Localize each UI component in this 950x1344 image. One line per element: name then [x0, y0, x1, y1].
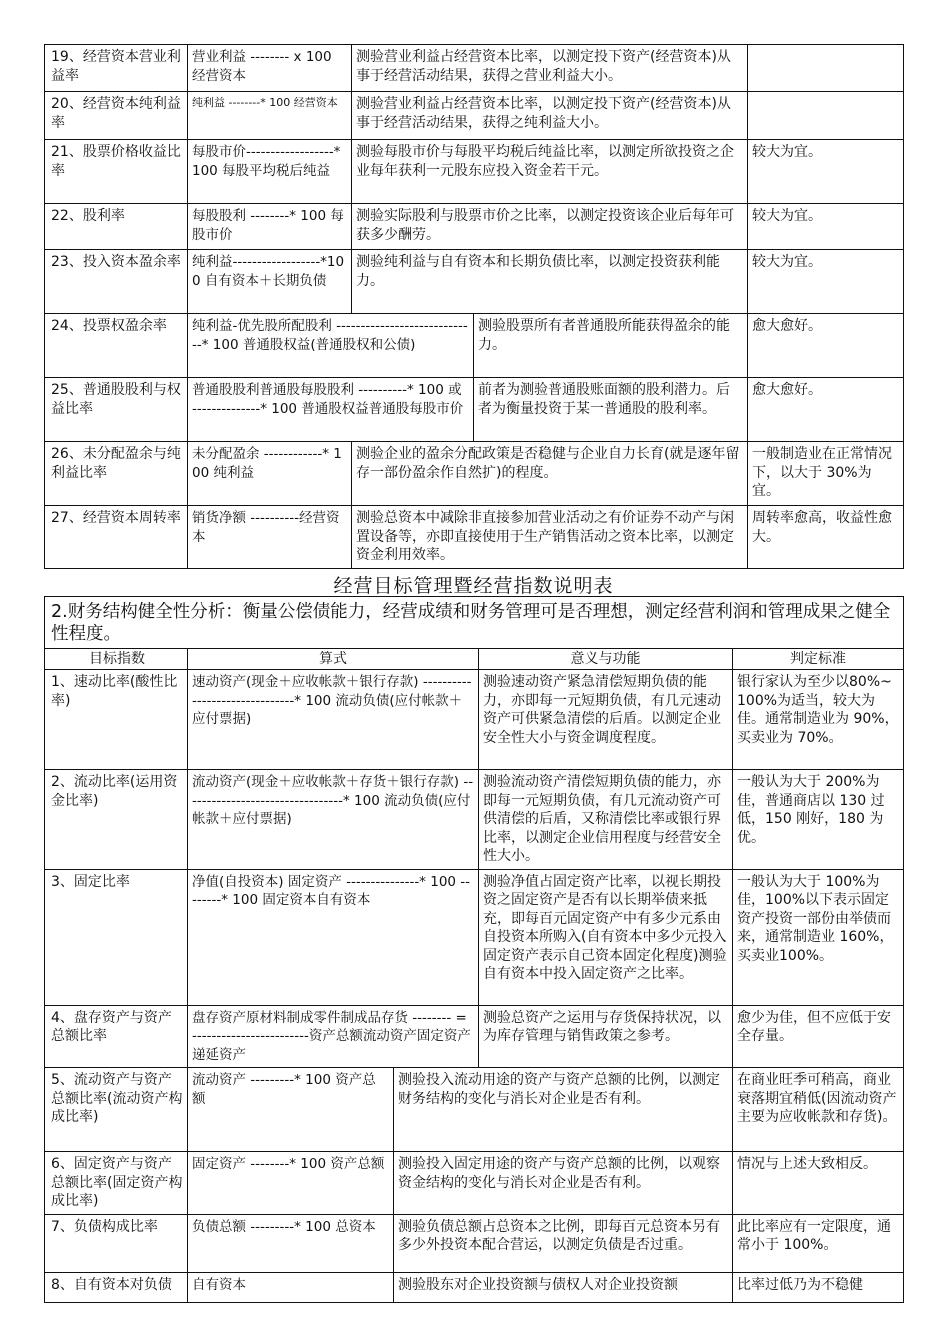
meaning: 测验实际股利与股票市价之比率，以测定投资该企业后每年可获多少酬劳。 — [352, 204, 748, 250]
index-name: 26、未分配盈余与纯利益比率 — [45, 442, 188, 506]
meaning: 测验企业的盈余分配政策是否稳健与企业自力长育(就是逐年留存一部份盈余作自然扩)的程度。 — [352, 442, 748, 506]
standard: 愈大愈好。 — [748, 314, 904, 378]
meaning: 测验投入固定用途的资产与资产总额的比例，以观察资金结构的变化与消长对企业是否有利。 — [394, 1152, 733, 1215]
table-row — [45, 1152, 904, 1215]
meaning: 前者为测验普通股账面额的股利潜力。后者为衡量投资于某一普通股的股利率。 — [474, 378, 748, 442]
formula: 纯利益------------------*100 自有资本＋长期负债 — [188, 250, 352, 314]
index-name: 22、股利率 — [45, 204, 188, 250]
standard: 在商业旺季可稍高，商业衰落期宜稍低(因流动资产主要为应收帐款和存货)。 — [733, 1068, 904, 1152]
meaning: 测验流动资产清偿短期负债的能力，亦即每一元短期负债，有几元流动资产可供清偿的后盾，又称清偿比率或银行界比率，以测定企业信用程度与经营安全性大小。 — [479, 770, 733, 870]
meaning: 测验纯利益与自有资本和长期负债比率，以测定投资获利能力。 — [352, 250, 748, 314]
standard: 较大为宜。 — [748, 204, 904, 250]
formula: 未分配盈余 ------------* 100 纯利益 — [188, 442, 352, 506]
formula: 负债总额 ---------* 100 总资本 — [188, 1214, 394, 1272]
standard: 较大为宜。 — [748, 140, 904, 204]
index-name: 20、经营资本纯利益率 — [45, 92, 188, 140]
index-name: 27、经营资本周转率 — [45, 506, 188, 569]
meaning: 测验股票所有者普通股所能获得盈余的能力。 — [474, 314, 748, 378]
formula: 盘存资产原材料制成零件制成品存货 -------- = ------------------------资产总额流动资产固定资产递延资产 — [188, 1005, 479, 1068]
standard: 此比率应有一定限度，通常小于 100%。 — [733, 1214, 904, 1272]
index-name: 23、投入资本盈余率 — [45, 250, 188, 314]
standard: 情况与上述大致相反。 — [733, 1152, 904, 1215]
standard: 比率过低乃为不稳健 — [733, 1272, 904, 1302]
formula: 每股股利 --------* 100 每股市价 — [188, 204, 352, 250]
table-row — [45, 770, 904, 870]
table-row — [45, 250, 904, 314]
column-header: 算式 — [188, 648, 479, 670]
standard: 较大为宜。 — [748, 250, 904, 314]
standard: 一般认为大于 200%为佳，普通商店以 130 过低，150 刚好，180 为优。 — [733, 770, 904, 870]
formula: 销货净额 ----------经营资本 — [188, 506, 352, 569]
index-name: 2、流动比率(运用资金比率) — [45, 770, 188, 870]
index-name: 8、自有资本对负债 — [45, 1272, 188, 1302]
ratio-table-1 — [44, 44, 904, 569]
standard: 愈少为佳，但不应低于安全存量。 — [733, 1005, 904, 1068]
index-name: 6、固定资产与资产总额比率(固定资产构成比率) — [45, 1152, 188, 1215]
ratio-table-2 — [44, 596, 904, 1303]
formula: 流动资产(现金＋应收帐款＋存货＋银行存款) ---------------------------------* 100 流动负债(应付帐款＋应付票据) — [188, 770, 479, 870]
table-row — [45, 314, 904, 378]
meaning: 测验速动资产紧急清偿短期负债的能力，亦即每一元短期负债，有几元速动资产可供紧急清偿的后盾。以测定企业安全性大小与资金调度程度。 — [479, 670, 733, 770]
meaning: 测验总资本中减除非直接参加营业活动之有价证券不动产与闲置设备等，亦即直接使用于生产销售活动之资本比率，以测定资金利用效率。 — [352, 506, 748, 569]
formula: 普通股股利普通股每股股利 ----------* 100 或 --------------* 100 普通股权益普通股每股市价 — [188, 378, 474, 442]
formula: 速动资产(现金＋应收帐款＋银行存款) -------------------------------* 100 流动负债(应付帐款＋应付票据) — [188, 670, 479, 770]
page-title: 经营目标管理暨经营指数说明表 — [333, 574, 614, 597]
index-name: 1、速动比率(酸性比率) — [45, 670, 188, 770]
column-header: 目标指数 — [45, 648, 188, 670]
meaning: 测验股东对企业投资额与债权人对企业投资额 — [394, 1272, 733, 1302]
index-name: 3、固定比率 — [45, 869, 188, 1005]
meaning: 测验营业利益占经营资本比率，以测定投下资产(经营资本)从事于经营活动结果，获得之纯利益大小。 — [352, 92, 748, 140]
standard: 银行家认为至少以80%~100%为适当，较大为佳。通常制造业为 90%，买卖业为 70%。 — [733, 670, 904, 770]
standard: 愈大愈好。 — [748, 378, 904, 442]
index-name: 21、股票价格收益比率 — [45, 140, 188, 204]
table-row — [45, 869, 904, 1005]
index-name: 24、投票权盈余率 — [45, 314, 188, 378]
meaning: 测验营业利益占经营资本比率，以测定投下资产(经营资本)从事于经营活动结果，获得之营业利益大小。 — [352, 45, 748, 92]
formula: 自有资本 — [188, 1272, 394, 1302]
document-page — [44, 44, 903, 1303]
formula: 纯利益 --------* 100 经营资本 — [188, 92, 352, 140]
table-row — [45, 140, 904, 204]
standard: 一般制造业在正常情况下，以大于 30%为宜。 — [748, 442, 904, 506]
formula: 固定资产 --------* 100 资产总额 — [188, 1152, 394, 1215]
formula: 营业利益 -------- x 100 经营资本 — [188, 45, 352, 92]
table-row — [45, 1214, 904, 1272]
formula: 纯利益-优先股所配股利 -----------------------------* 100 普通股权益(普通股权和公债) — [188, 314, 474, 378]
section-heading: 2.财务结构健全性分析：衡量公偿债能力，经营成绩和财务管理可是否理想，测定经营利润和管理成果之健全性程度。 — [45, 596, 904, 648]
meaning: 测验总资产之运用与存货保持状况，以为库存管理与销售政策之参考。 — [479, 1005, 733, 1068]
standard — [748, 92, 904, 140]
index-name: 19、经营资本营业利益率 — [45, 45, 188, 92]
meaning: 测验净值占固定资产比率，以视长期投资之固定资产是否有以长期举债来抵充，即每百元固定资产中有多少元系由自投资本所购入(自有资本中多少元投入固定资产表示自己资本固定化程度)测验自有资本中投入固定资产之比率。 — [479, 869, 733, 1005]
table-row — [45, 506, 904, 569]
table-row — [45, 1068, 904, 1152]
table-row — [45, 1005, 904, 1068]
table-row — [45, 1272, 904, 1302]
table-row — [45, 670, 904, 770]
index-name: 4、盘存资产与资产总额比率 — [45, 1005, 188, 1068]
table-row — [45, 45, 904, 92]
table-header — [45, 648, 904, 670]
formula: 每股市价------------------*100 每股平均税后纯益 — [188, 140, 352, 204]
index-name: 25、普通股股利与权益比率 — [45, 378, 188, 442]
meaning: 测验负债总额占总资本之比例，即每百元总资本另有多少外投资本配合营运，以测定负债是否过重。 — [394, 1214, 733, 1272]
table-row — [45, 92, 904, 140]
formula: 净值(自投资本) 固定资产 ---------------* 100 --------* 100 固定资本自有资本 — [188, 869, 479, 1005]
table-row — [45, 204, 904, 250]
table-row — [45, 442, 904, 506]
standard: 周转率愈高，收益性愈大。 — [748, 506, 904, 569]
column-header: 意义与功能 — [479, 648, 733, 670]
index-name: 5、流动资产与资产总额比率(流动资产构成比率) — [45, 1068, 188, 1152]
standard — [748, 45, 904, 92]
standard: 一般认为大于 100%为佳，100%以下表示固定资产投资一部份由举债而来，通常制造业 160%，买卖业100%。 — [733, 869, 904, 1005]
formula: 流动资产 ---------* 100 资产总额 — [188, 1068, 394, 1152]
column-header: 判定标准 — [733, 648, 904, 670]
meaning: 测验投入流动用途的资产与资产总额的比例，以测定财务结构的变化与消长对企业是否有利。 — [394, 1068, 733, 1152]
meaning: 测验每股市价与每股平均税后纯益比率，以测定所欲投资之企业每年获利一元股东应投入资金若干元。 — [352, 140, 748, 204]
index-name: 7、负债构成比率 — [45, 1214, 188, 1272]
table-row — [45, 378, 904, 442]
